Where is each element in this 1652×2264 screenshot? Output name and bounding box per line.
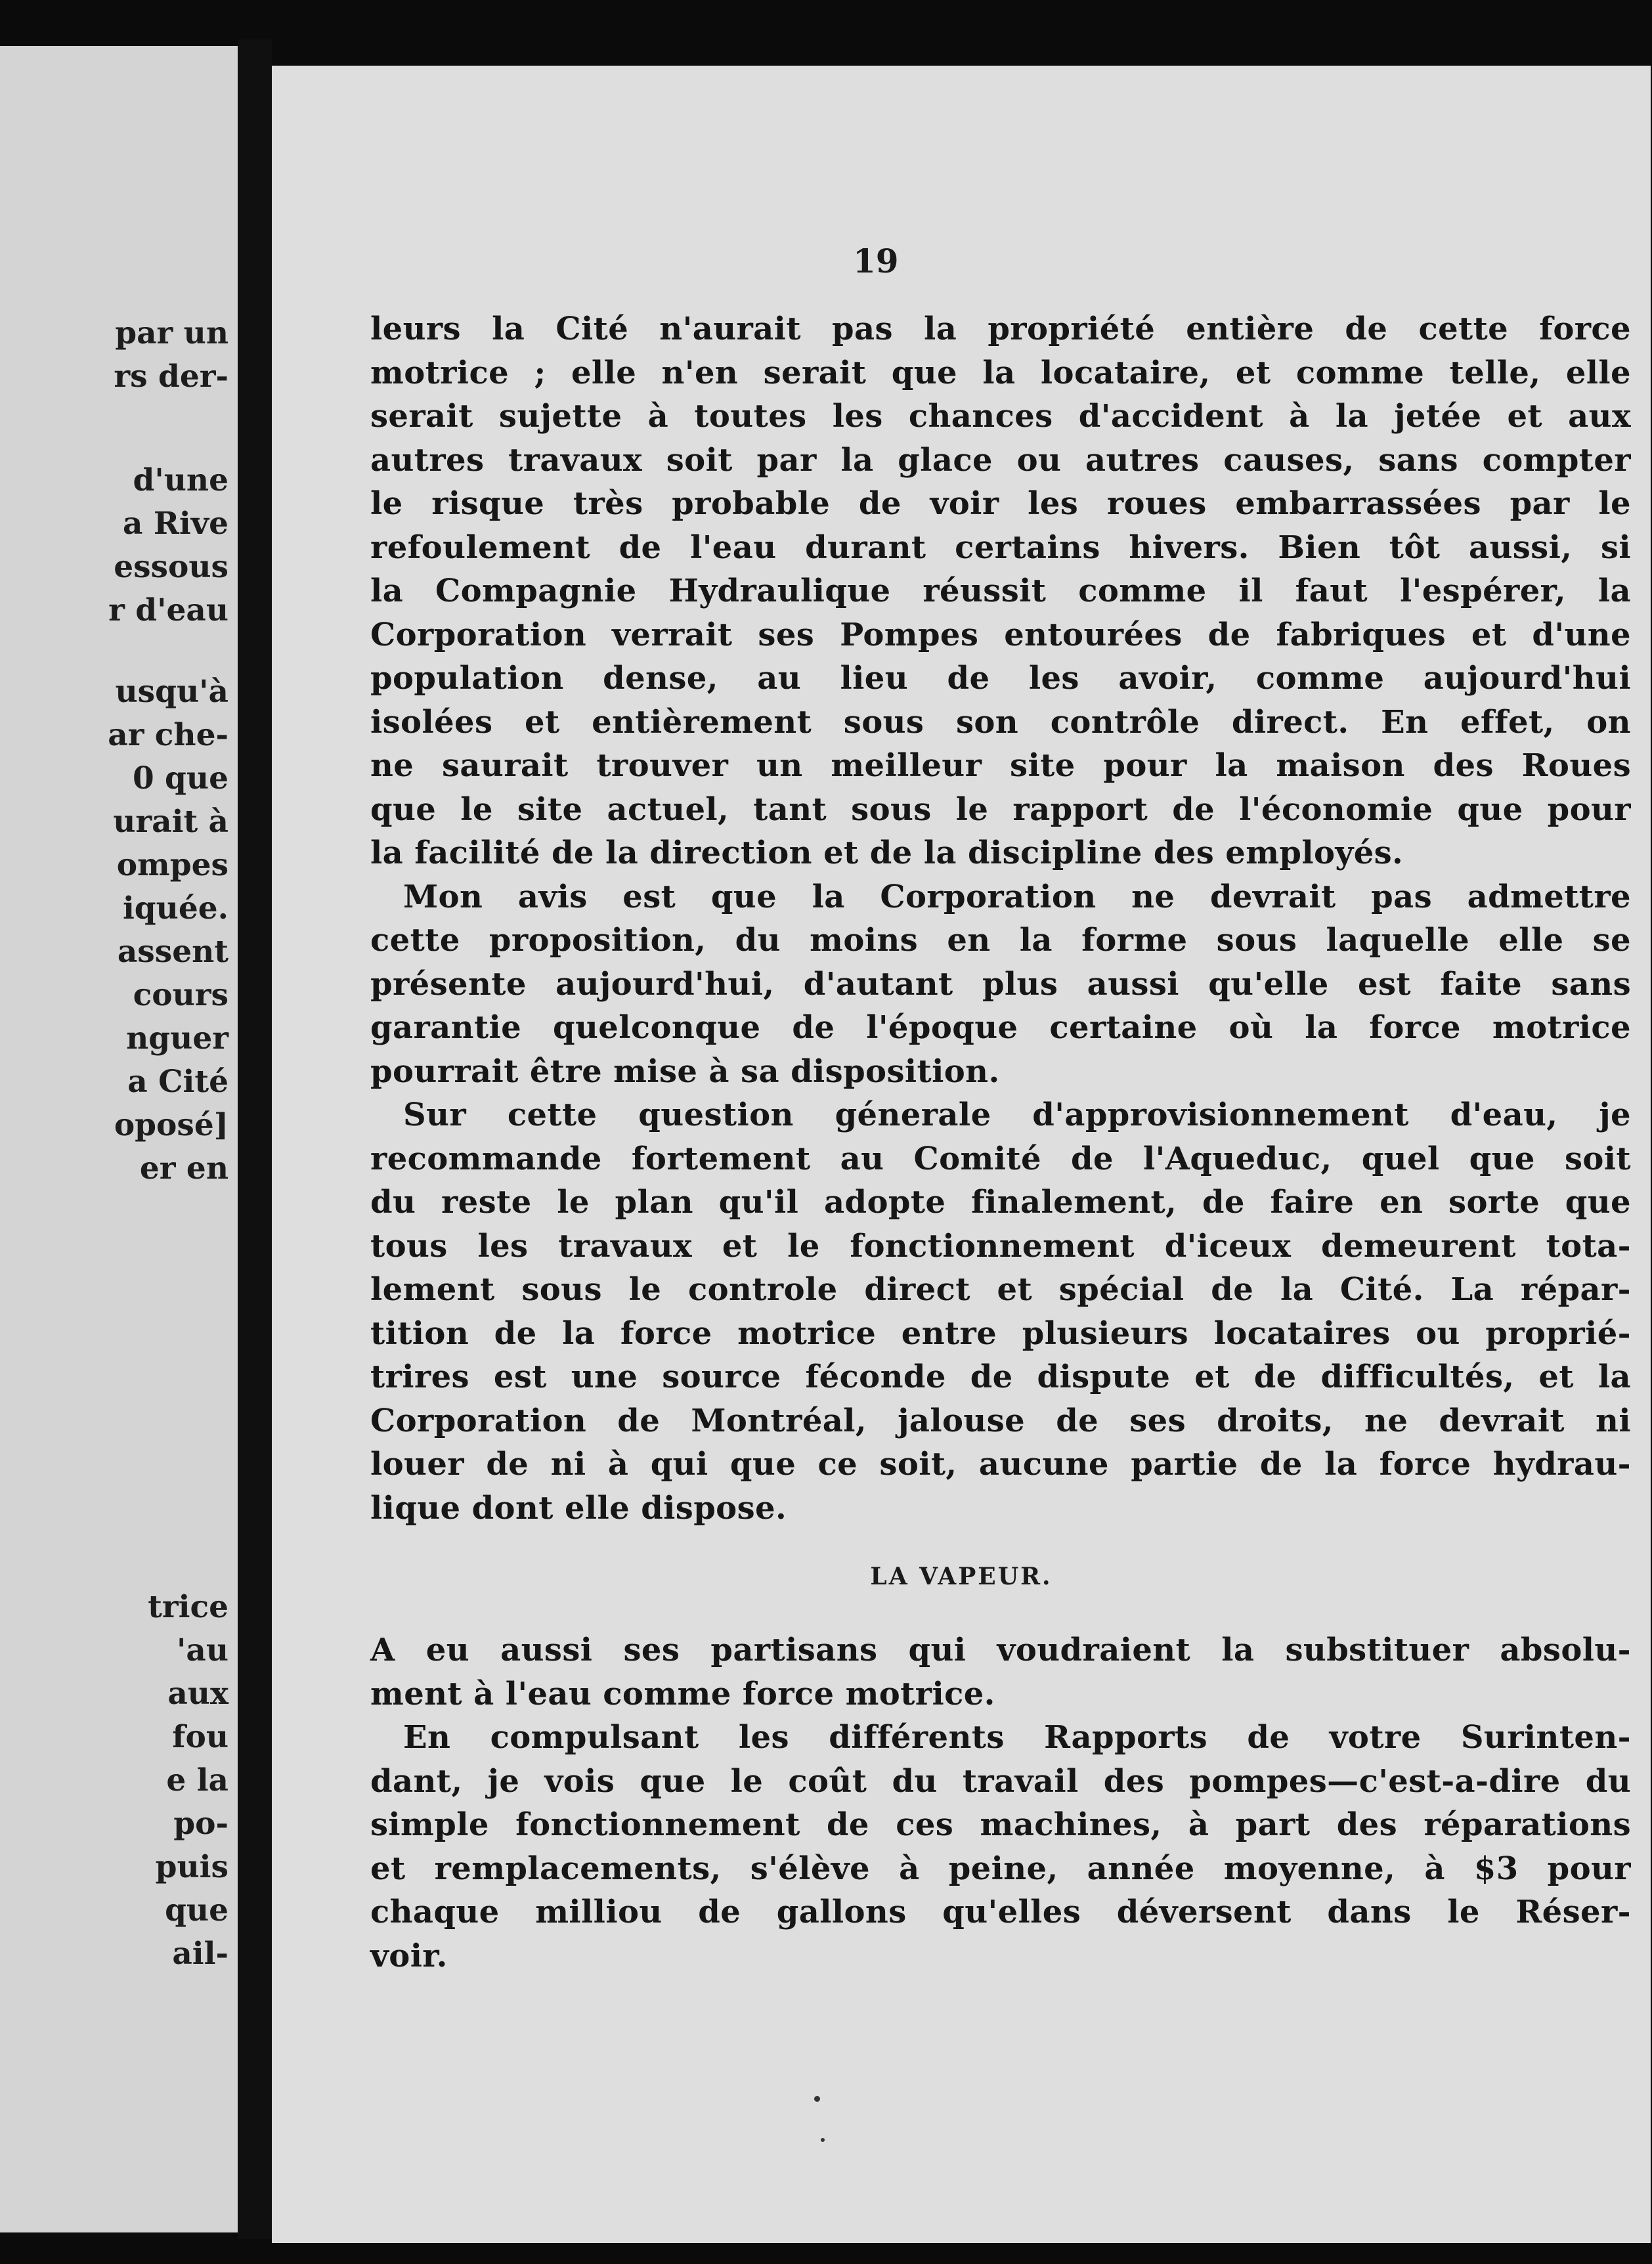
left-page-line: 0 que	[132, 760, 228, 796]
left-page-line: ar che-	[108, 717, 228, 753]
text-line: du reste le plan qu'il adopte finalement, de faire en sorte que	[370, 1184, 1631, 1221]
paragraph-1	[370, 307, 1631, 1530]
text-line: isolées et entièrement sous son contrôle direct. En effet, on	[370, 703, 1631, 741]
text-line: garantie quelconque de l'époque certaine où la force motrice	[370, 1009, 1631, 1046]
text-line: autres travaux soit par la glace ou autres causes, sans compter	[370, 441, 1631, 479]
text-line: et remplacements, s'élève à peine, année moyenne, à $3 pour	[370, 1850, 1631, 1887]
left-page-line: ompes	[116, 847, 228, 883]
left-page-line: cours	[133, 977, 228, 1013]
text-line: Corporation verrait ses Pompes entourées de fabriques et d'une	[370, 616, 1631, 653]
text-line: refoulement de l'eau durant certains hivers. Bien tôt aussi, si	[370, 529, 1631, 566]
ink-speck	[821, 2138, 825, 2142]
text-line: simple fonctionnement de ces machines, à part des réparations	[370, 1806, 1631, 1843]
book-gutter	[238, 39, 272, 2239]
text-line: leurs la Cité n'aurait pas la propriété entière de cette force	[370, 311, 1631, 347]
left-page-line: fou	[172, 1719, 228, 1755]
left-page-line: trice	[148, 1589, 228, 1625]
text-line: chaque milliou de gallons qu'elles déversent dans le Réser-	[370, 1894, 1631, 1930]
text-line: la Compagnie Hydraulique réussit comme il faut l'espérer, la	[370, 573, 1631, 609]
text-line: ne saurait trouver un meilleur site pour la maison des Roues	[370, 747, 1631, 784]
text-line: cette proposition, du moins en la forme sous laquelle elle se	[370, 922, 1631, 959]
left-facing-page	[0, 46, 238, 2232]
text-line: le risque très probable de voir les roues embarrassées par le	[370, 485, 1631, 522]
page-number: 19	[853, 242, 899, 280]
text-line: A eu aussi ses partisans qui voudraient la substituer absolu-	[370, 1632, 1631, 1668]
left-page-line: a Rive	[123, 506, 228, 542]
left-page-line: assent	[117, 934, 228, 970]
left-page-line: puis	[155, 1849, 228, 1885]
left-page-line: rs der-	[114, 359, 228, 395]
text-line: tition de la force motrice entre plusieurs locataires ou proprié-	[370, 1315, 1631, 1352]
left-page-line: r d'eau	[108, 592, 228, 628]
text-line: dant, je vois que le coût du travail des pompes—c'est-a-dire du	[370, 1762, 1631, 1800]
text-line: tous les travaux et le fonctionnement d'iceux demeurent tota-	[370, 1227, 1631, 1265]
section-heading: LA VAPEUR.	[870, 1563, 1053, 1590]
left-page-line: aux	[167, 1676, 228, 1712]
ink-speck	[814, 2096, 820, 2102]
left-page-line: par un	[115, 315, 228, 351]
text-line: Sur cette question génerale d'approvisionnement d'eau, je	[403, 1097, 1631, 1133]
left-page-line: ail-	[172, 1936, 228, 1972]
text-line: En compulsant les différents Rapports de votre Surinten-	[403, 1719, 1631, 1756]
text-line: population dense, au lieu de les avoir, comme aujourd'hui	[370, 660, 1631, 697]
left-page-line: urait à	[113, 804, 228, 840]
left-page-line: oposé]	[114, 1107, 228, 1143]
left-page-line: po-	[173, 1806, 228, 1842]
text-line: que le site actuel, tant sous le rapport de l'économie que pour	[370, 791, 1631, 828]
left-page-line: er en	[139, 1150, 228, 1186]
left-page-line: a Cité	[127, 1064, 228, 1100]
left-page-line: e la	[166, 1762, 228, 1798]
text-line: serait sujette à toutes les chances d'accident à la jetée et aux	[370, 398, 1631, 435]
left-page-line: d'une	[133, 462, 228, 498]
text-line: motrice ; elle n'en serait que la locataire, et comme telle, elle	[370, 354, 1631, 391]
text-line: lique dont elle dispose.	[370, 1489, 787, 1527]
text-line: la facilité de la direction et de la discipline des employés.	[370, 835, 1404, 871]
left-page-line: 'au	[176, 1632, 228, 1668]
book-page	[272, 66, 1651, 2243]
text-line: lement sous le controle direct et spécial de la Cité. La répar-	[370, 1271, 1631, 1308]
left-page-line: que	[165, 1892, 228, 1928]
left-page-line: usqu'à	[115, 674, 228, 710]
text-line: Mon avis est que la Corporation ne devrait pas admettre	[403, 878, 1631, 915]
text-line: Corporation de Montréal, jalouse de ses droits, ne devrait ni	[370, 1402, 1631, 1439]
text-line: pourrait être mise à sa disposition.	[370, 1053, 1000, 1090]
left-page-line: iquée.	[122, 890, 228, 926]
text-line: trires est une source féconde de dispute et de difficultés, et la	[370, 1359, 1631, 1395]
text-line: voir.	[370, 1937, 448, 1974]
left-page-line: nguer	[126, 1020, 228, 1056]
text-line: recommande fortement au Comité de l'Aqueduc, quel que soit	[370, 1140, 1631, 1177]
text-line: louer de ni à qui que ce soit, aucune partie de la force hydrau-	[370, 1446, 1631, 1483]
paragraph-4	[370, 1628, 1631, 1978]
text-line: ment à l'eau comme force motrice.	[370, 1675, 995, 1712]
left-page-line: essous	[114, 549, 228, 585]
text-line: présente aujourd'hui, d'autant plus aussi qu'elle est faite sans	[370, 965, 1631, 1003]
